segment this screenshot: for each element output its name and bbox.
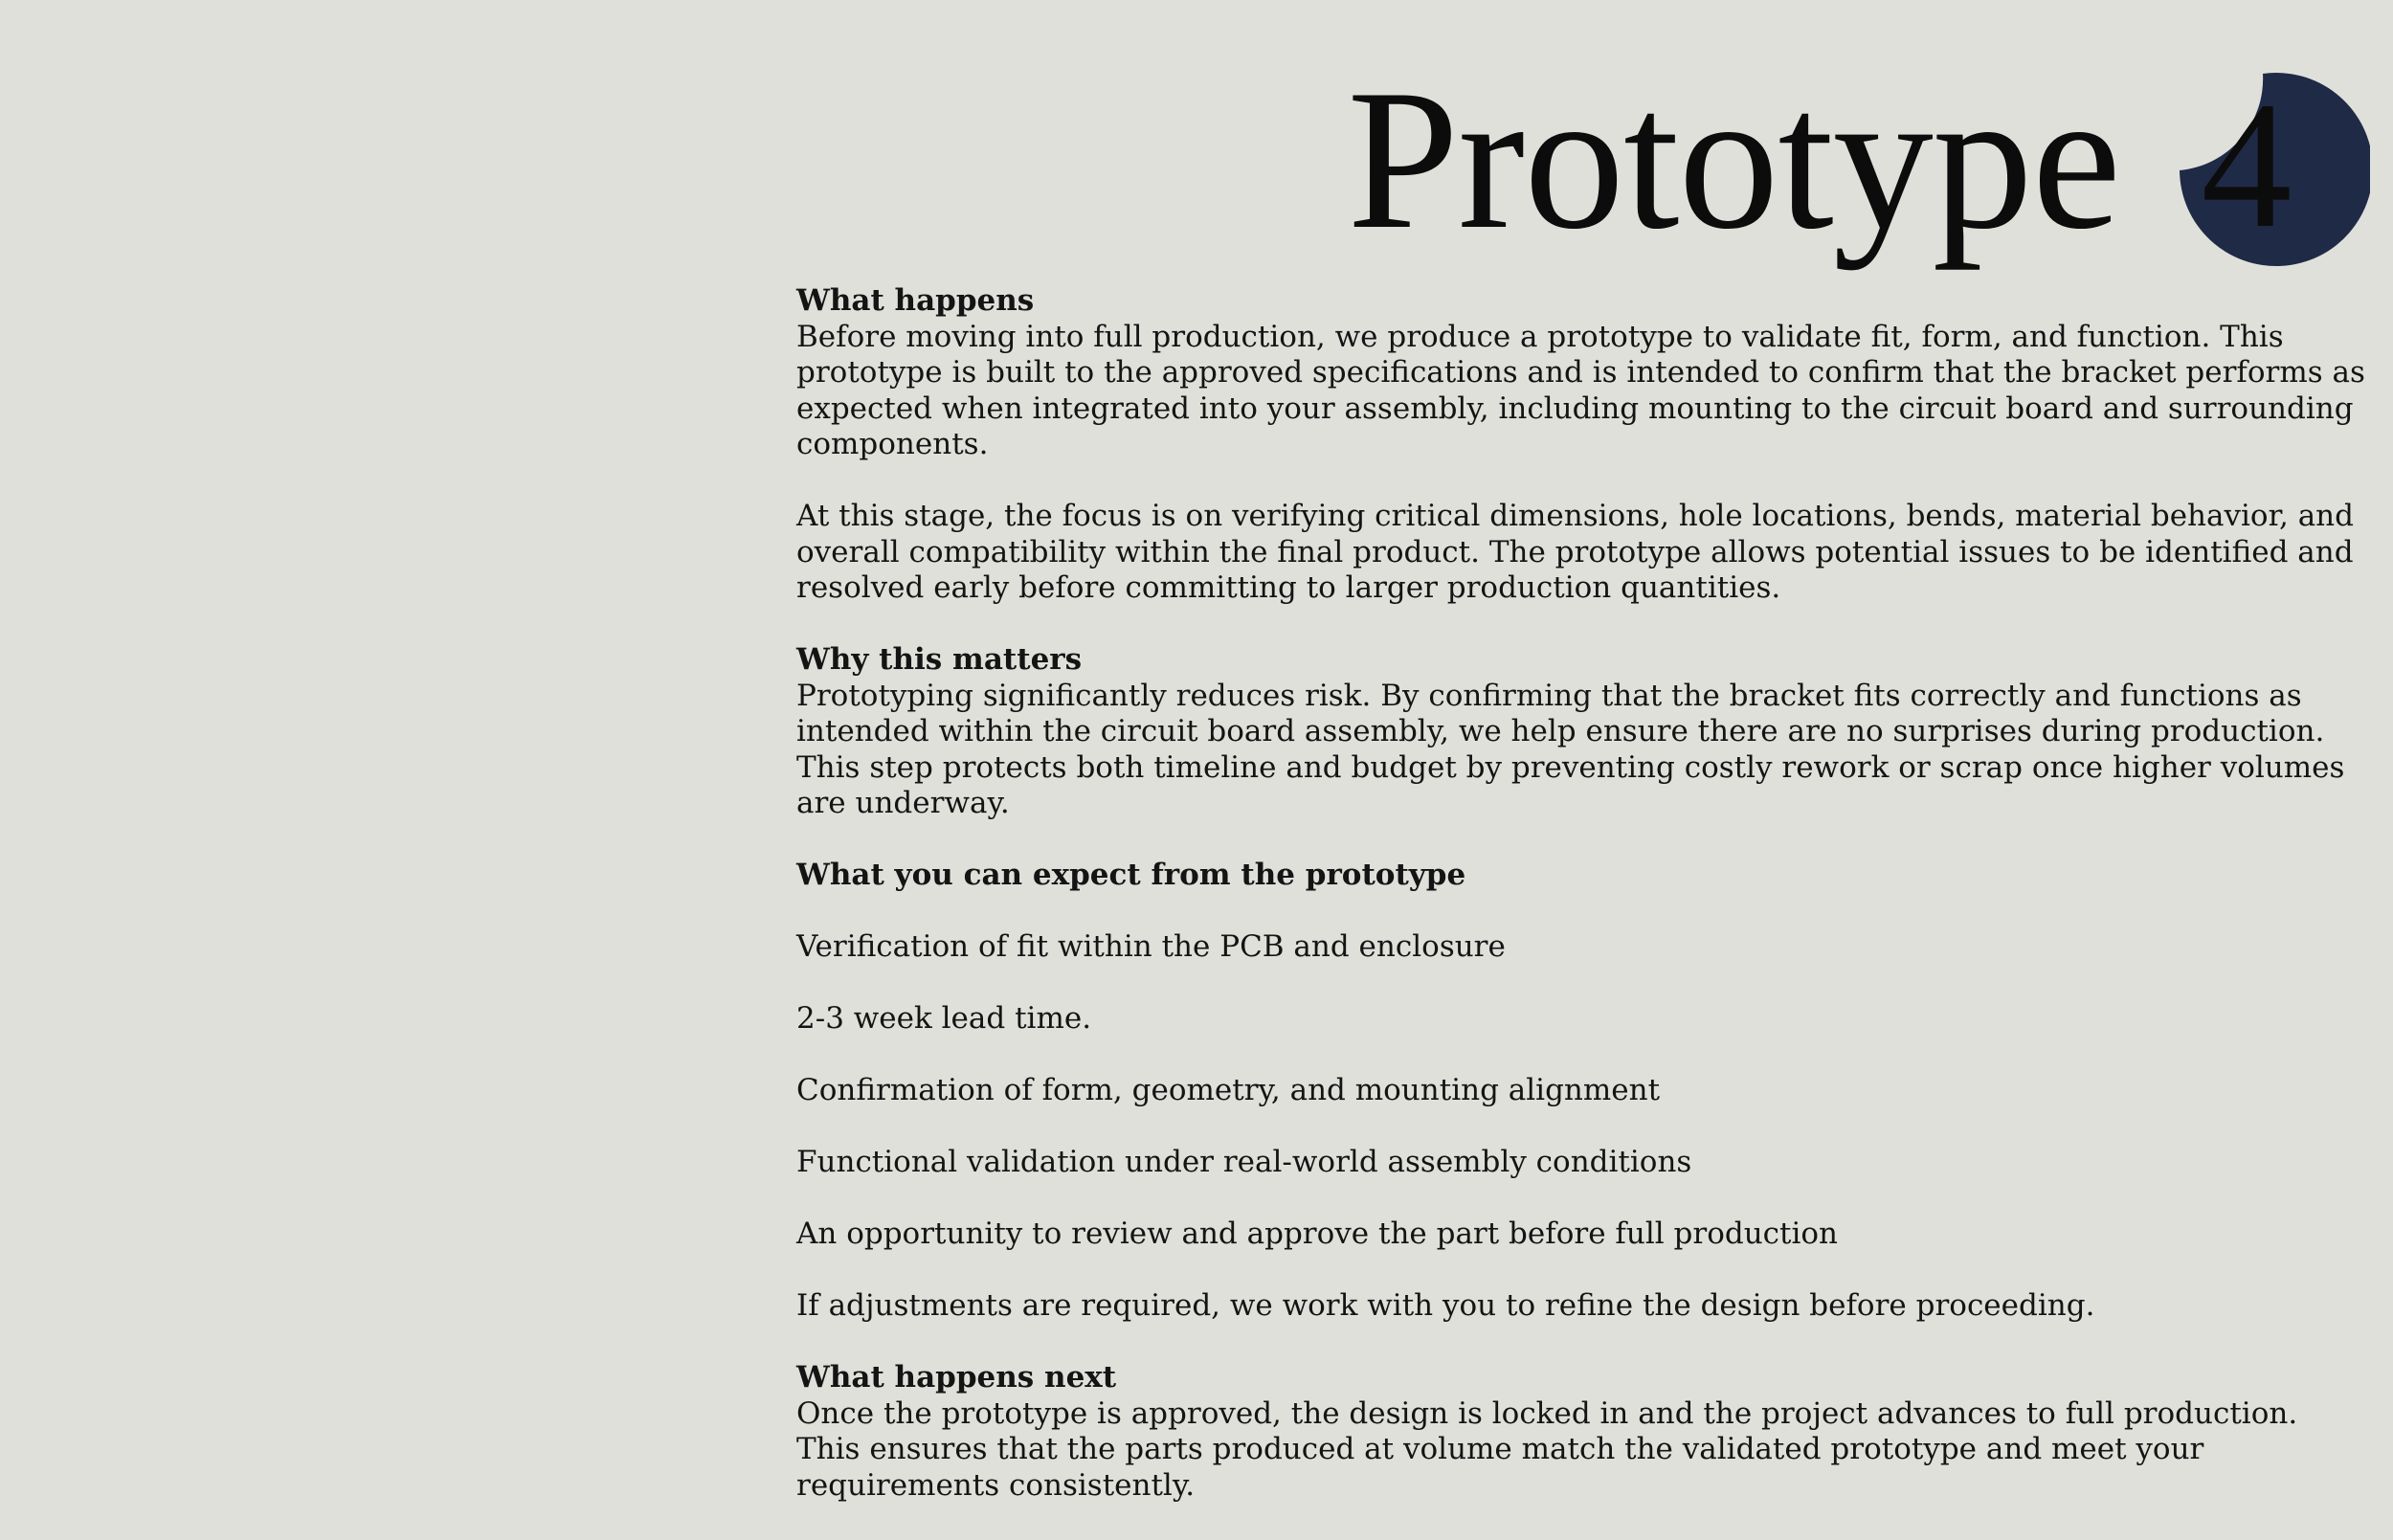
section-what-next	[796, 1360, 2366, 1504]
list-item: If adjustments are required, we work with you to refine the design before proceeding.	[796, 1288, 2095, 1323]
page-title: Prototype	[1347, 49, 2120, 271]
list-item: Functional validation under real-world assembly conditions	[796, 1145, 1692, 1179]
list-item: 2-3 week lead time.	[796, 1001, 1092, 1036]
section-paragraph: At this stage, the focus is on verifying critical dimensions, hole locations, bends, material behavior, and overall compatibility within the final product. The prototype allows potential issues to be identified and resolved early before committing to larger production quantities.	[796, 499, 2354, 605]
section-heading: What happens	[796, 283, 1035, 318]
section-why-matters	[796, 642, 2366, 822]
section-what-happens	[796, 283, 2366, 607]
list-item: Verification of fit within the PCB and enclosure	[796, 929, 1506, 964]
section-heading: What you can expect from the prototype	[796, 858, 1466, 892]
step-number: 4	[2201, 65, 2292, 266]
section-paragraph: Before moving into full production, we produce a prototype to validate fit, form, and function. This prototype is built to the approved specifications and is intended to confirm that the bracket performs as expected when integrated into your assembly, including mounting to the circuit board and surrounding components.	[796, 319, 2365, 461]
section-expectations	[796, 858, 2366, 1325]
main-content	[796, 283, 2366, 1540]
section-heading: What happens next	[796, 1360, 1117, 1395]
section-paragraph: Once the prototype is approved, the design is locked in and the project advances to full production. This ensures that the parts produced at volume match the validated prototype and meet your requirements consistently.	[796, 1395, 2298, 1503]
list-item: Confirmation of form, geometry, and mounting alignment	[796, 1073, 1661, 1107]
list-item: An opportunity to review and approve the part before full production	[796, 1216, 1839, 1251]
step-badge	[2156, 65, 2370, 279]
section-paragraph: Prototyping significantly reduces risk. By confirming that the bracket fits correctly and functions as intended within the circuit board assembly, we help ensure there are no surprises during production. This step protects both timeline and budget by preventing costly rework or scrap once higher volumes are underway.	[796, 678, 2345, 820]
section-heading: Why this matters	[796, 642, 1083, 677]
expectations-list	[796, 929, 2366, 1325]
